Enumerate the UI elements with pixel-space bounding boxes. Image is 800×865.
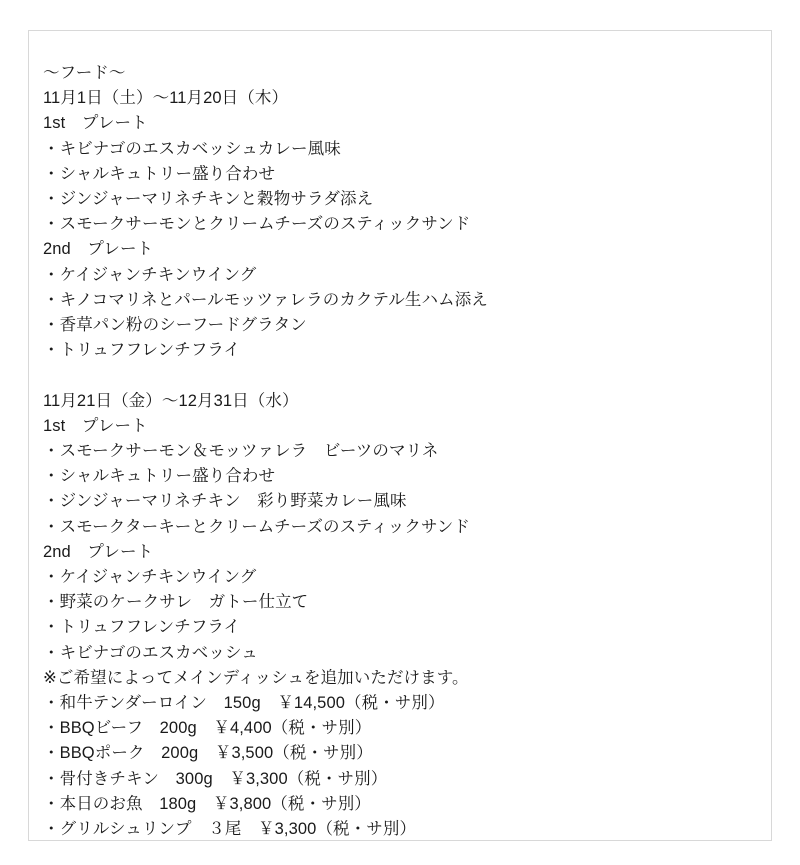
menu-line: 11月1日（土）～11月20日（木） <box>43 89 289 108</box>
menu-line: 2nd プレート <box>43 542 154 561</box>
menu-line: ・ジンジャーマリネチキン 彩り野菜カレー風味 <box>43 492 407 511</box>
menu-line: ・グリルシュリンプ ３尾 ￥3,300（税・サ別） <box>43 820 417 839</box>
menu-line: ・本日のお魚 180g ￥3,800（税・サ別） <box>43 794 371 813</box>
menu-line: ・トリュフフレンチフライ <box>43 341 241 360</box>
menu-line: ・骨付きチキン 300g ￥3,300（税・サ別） <box>43 769 388 788</box>
blank-line <box>43 363 753 388</box>
menu-line: 1st プレート <box>43 416 148 435</box>
menu-line: ・BBQポーク 200g ￥3,500（税・サ別） <box>43 744 373 763</box>
menu-block-main-dish-note <box>43 666 753 841</box>
menu-block-period-one <box>43 86 753 363</box>
menu-line: ・シャルキュトリー盛り合わせ <box>43 467 276 486</box>
menu-line: ・BBQビーフ 200g ￥4,400（税・サ別） <box>43 719 372 738</box>
menu-line: ・シャルキュトリー盛り合わせ <box>43 164 276 183</box>
menu-line: ・キビナゴのエスカベッシュ <box>43 643 258 662</box>
menu-line: ・和牛テンダーロイン 150g ￥14,500（税・サ別） <box>43 694 445 713</box>
menu-text-content <box>43 61 753 841</box>
menu-block-spacer <box>43 363 753 388</box>
menu-line: 11月21日（金）～12月31日（水） <box>43 391 299 410</box>
menu-line: ・ジンジャーマリネチキンと穀物サラダ添え <box>43 190 374 209</box>
menu-line: ・野菜のケークサレ ガトー仕立て <box>43 593 309 612</box>
menu-line: 1st プレート <box>43 114 148 133</box>
menu-line: ・ケイジャンチキンウイング <box>43 568 257 587</box>
menu-line: ・キビナゴのエスカベッシュカレー風味 <box>43 139 341 158</box>
menu-line: ・スモークターキーとクリームチーズのスティックサンド <box>43 517 470 536</box>
menu-line: ※ご希望によってメインディッシュを追加いただけます。 <box>43 668 469 687</box>
menu-line: 2nd プレート <box>43 240 154 259</box>
menu-sheet <box>28 30 772 841</box>
menu-line: ・ケイジャンチキンウイング <box>43 265 257 284</box>
menu-line: ・スモークサーモン＆モッツァレラ ビーツのマリネ <box>43 442 439 461</box>
menu-line: ・キノコマリネとパールモッツァレラのカクテル生ハム添え <box>43 290 488 309</box>
menu-line: ～フード～ <box>43 64 126 82</box>
menu-line: ・香草パン粉のシーフードグラタン <box>43 316 307 335</box>
menu-line: ・トリュフフレンチフライ <box>43 618 241 637</box>
menu-block-header <box>43 61 753 86</box>
menu-block-period-two <box>43 389 753 666</box>
menu-line: ・スモークサーモンとクリームチーズのスティックサンド <box>43 215 471 234</box>
